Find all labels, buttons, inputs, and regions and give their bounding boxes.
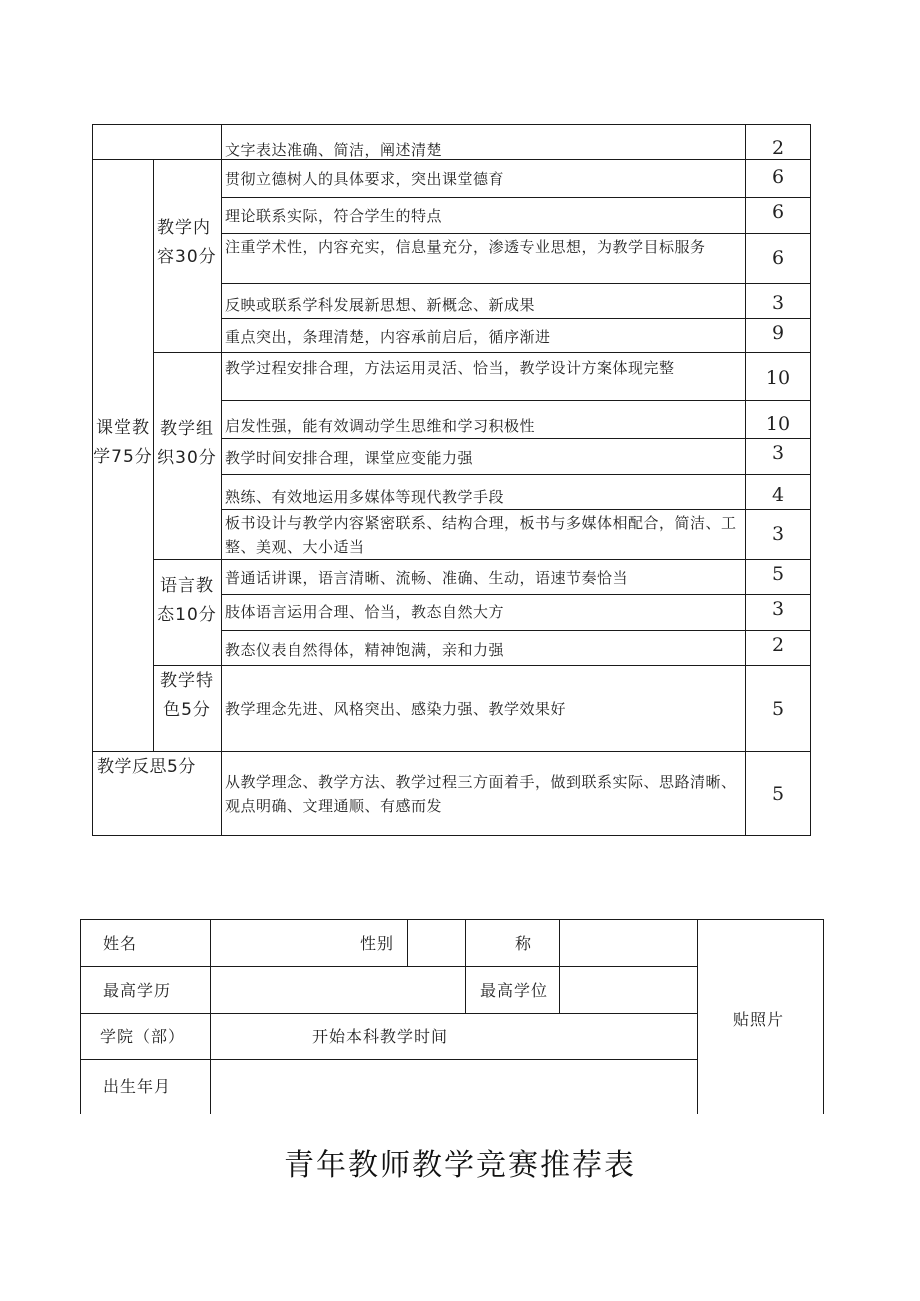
score-value: 6 bbox=[771, 166, 785, 188]
score-value: 5 bbox=[771, 563, 785, 585]
criterion-text: 板书设计与教学内容紧密联系、结构合理，板书与多媒体相配合，简洁、工整、美观、大小适当 bbox=[225, 514, 737, 556]
score-value: 10 bbox=[765, 413, 791, 435]
criterion-text: 启发性强，能有效调动学生思维和学习积极性 bbox=[225, 417, 536, 435]
birth-date-field[interactable] bbox=[211, 1060, 697, 1114]
birth-date-label: 出生年月 bbox=[103, 1077, 172, 1096]
score-value: 6 bbox=[771, 247, 785, 269]
score-value: 5 bbox=[771, 698, 785, 720]
criterion-text: 普通话讲课，语言清晰、流畅、准确、生动，语速节奏恰当 bbox=[225, 569, 629, 587]
document-title: 青年教师教学竞赛推荐表 bbox=[284, 1148, 636, 1183]
gender-field[interactable] bbox=[408, 920, 465, 966]
criterion-text: 文字表达准确、简洁，阐述清楚 bbox=[225, 141, 443, 159]
criterion-text: 肢体语言运用合理、恰当，教态自然大方 bbox=[225, 603, 505, 621]
start-teaching-time-label: 开始本科教学时间 bbox=[312, 1027, 449, 1046]
degree-field[interactable] bbox=[560, 967, 697, 1013]
criterion-text: 理论联系实际，符合学生的特点 bbox=[225, 207, 443, 225]
title-label: 称 bbox=[515, 934, 533, 953]
criterion-text: 注重学术性，内容充实，信息量充分，渗透专业思想，为教学目标服务 bbox=[225, 238, 706, 256]
name-label: 姓名 bbox=[103, 934, 138, 953]
criterion-text: 教学时间安排合理，课堂应变能力强 bbox=[225, 449, 474, 467]
subcategory-teaching-feature: 教学特色5分 bbox=[160, 671, 214, 720]
score-value: 3 bbox=[771, 442, 785, 464]
score-value: 3 bbox=[771, 523, 785, 545]
gender-label: 性别 bbox=[360, 934, 395, 953]
score-value: 3 bbox=[771, 598, 785, 620]
category-teaching-reflection: 教学反思5分 bbox=[97, 757, 196, 777]
score-value: 10 bbox=[765, 367, 791, 389]
subcategory-language-demeanor: 语言教态10分 bbox=[157, 576, 217, 625]
criterion-text: 贯彻立德树人的具体要求，突出课堂德育 bbox=[225, 170, 505, 188]
criterion-text: 教学理念先进、风格突出、感染力强、教学效果好 bbox=[225, 700, 567, 718]
score-value: 5 bbox=[771, 783, 785, 805]
degree-label: 最高学位 bbox=[480, 981, 549, 1000]
score-value: 3 bbox=[771, 292, 785, 314]
photo-label: 贴照片 bbox=[733, 1010, 785, 1029]
photo-area[interactable] bbox=[698, 920, 823, 1114]
score-value: 2 bbox=[771, 137, 785, 159]
category-classroom-teaching: 课堂教学75分 bbox=[93, 418, 153, 467]
criterion-text: 熟练、有效地运用多媒体等现代教学手段 bbox=[225, 488, 505, 506]
education-label: 最高学历 bbox=[103, 981, 172, 1000]
score-value: 6 bbox=[771, 201, 785, 223]
subcategory-teaching-organization: 教学组织30分 bbox=[157, 419, 217, 468]
criterion-text: 重点突出，条理清楚，内容承前启后，循序渐进 bbox=[225, 328, 551, 346]
education-field[interactable] bbox=[211, 967, 465, 1013]
score-value: 2 bbox=[771, 634, 785, 656]
score-value: 4 bbox=[771, 484, 785, 506]
college-field[interactable] bbox=[211, 1014, 697, 1059]
subcategory-teaching-content: 教学内容30分 bbox=[157, 218, 217, 267]
score-value: 9 bbox=[771, 322, 785, 344]
criterion-text: 反映或联系学科发展新思想、新概念、新成果 bbox=[225, 296, 536, 314]
college-label: 学院（部） bbox=[100, 1027, 186, 1046]
title-field[interactable] bbox=[560, 920, 697, 966]
criterion-text: 从教学理念、教学方法、教学过程三方面着手，做到联系实际、思路清晰、观点明确、文理通顺、有感而发 bbox=[225, 773, 737, 815]
criterion-text: 教态仪表自然得体，精神饱满，亲和力强 bbox=[225, 641, 505, 659]
criterion-text: 教学过程安排合理，方法运用灵活、恰当，教学设计方案体现完整 bbox=[225, 359, 675, 377]
